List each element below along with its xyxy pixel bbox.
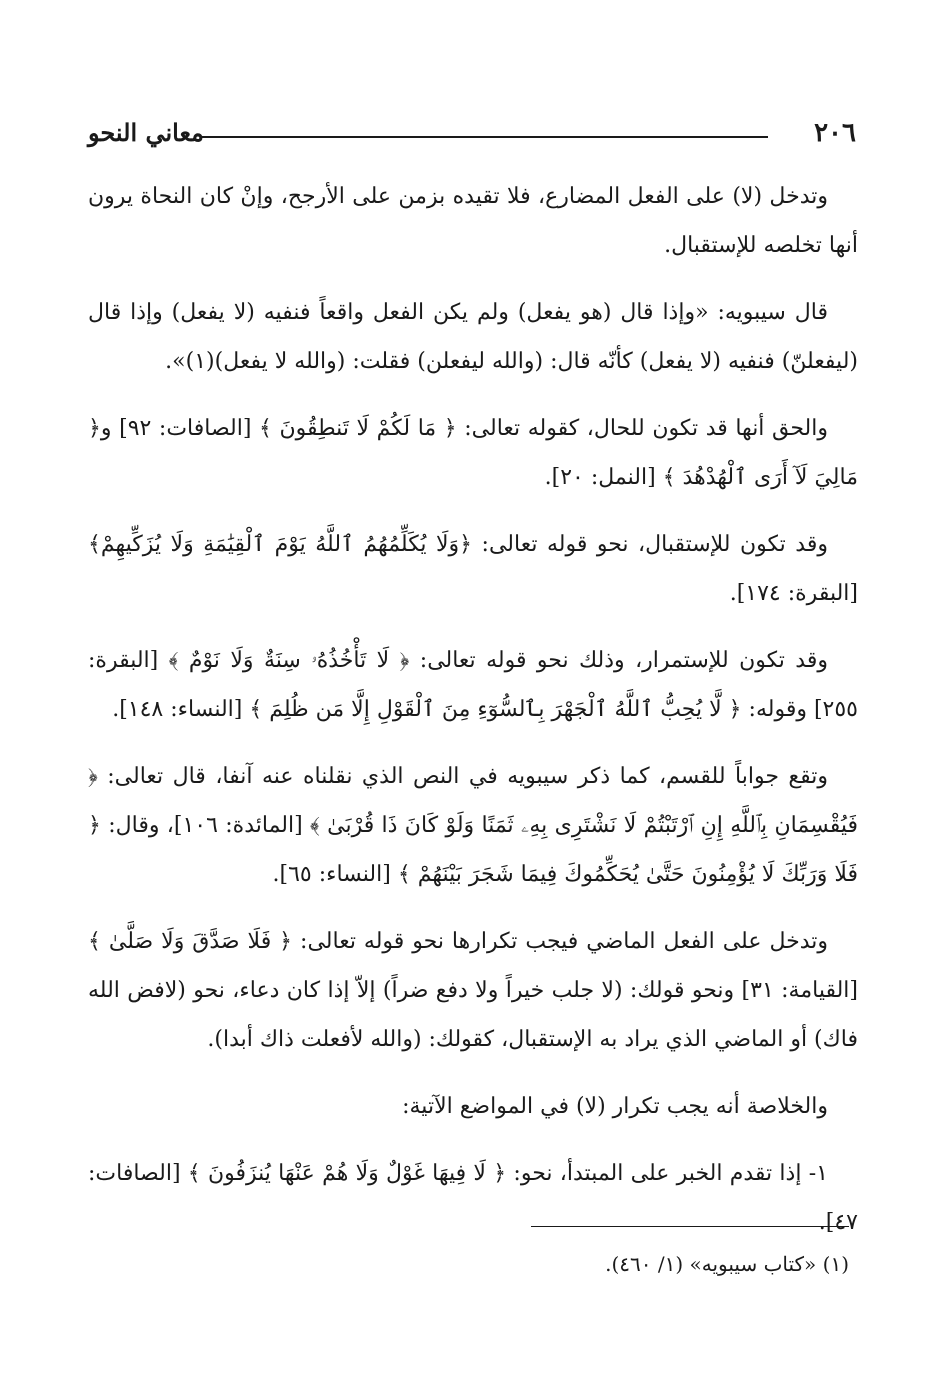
body-text bbox=[88, 172, 858, 1265]
paragraph: وقد تكون للإستمرار، وذلك نحو قوله تعالى: ﴿ لَا تَأْخُذُهُۥ سِنَةٌ وَلَا نَوْمٌ ﴾ [البقرة: ٢٥٥] وقوله: ﴿ لَّا يُحِبُّ ٱللَّهُ ٱلْجَهْرَ بِٱلسُّوٓءِ مِنَ ٱلْقَوْلِ إِلَّا مَن ظُلِمَ ﴾ [النساء: ١٤٨]. bbox=[88, 648, 858, 722]
paragraph: وتدخل (لا) على الفعل المضارع، فلا تقيده بزمن على الأرجح، وإنْ كان النحاة يرون أنها تخلصه للإستقبال. bbox=[88, 184, 858, 258]
page-header bbox=[88, 118, 856, 158]
page-number: ٢٠٦ bbox=[814, 118, 856, 148]
paragraph: والخلاصة أنه يجب تكرار (لا) في المواضع الآتية: bbox=[402, 1094, 828, 1119]
paragraph: ١- إذا تقدم الخبر على المبتدأ، نحو: ﴿ لَا فِيهَا غَوْلٌ وَلَا هُمْ عَنْهَا يُنزَفُونَ ﴾ [الصافات: ٤٧]. bbox=[88, 1161, 858, 1235]
footnote-rule bbox=[531, 1226, 849, 1227]
header-rule bbox=[200, 136, 768, 138]
paragraph: وتقع جواباً للقسم، كما ذكر سيبويه في النص الذي نقلناه عنه آنفا، قال تعالى: ﴿ فَيُقْسِمَانِ بِٱللَّهِ إِنِ ٱرْتَبْتُمْ لَا نَشْتَرِى بِهِۦ ثَمَنًا وَلَوْ كَانَ ذَا قُرْبَىٰ ﴾ [المائدة: ١٠٦]، وقال: ﴿ فَلَا وَرَبِّكَ لَا يُؤْمِنُونَ حَتَّىٰ يُحَكِّمُوكَ فِيمَا شَجَرَ بَيْنَهُمْ ﴾ [النساء: ٦٥]. bbox=[88, 764, 858, 887]
running-head: معاني النحو bbox=[88, 118, 204, 147]
paragraph: وتدخل على الفعل الماضي فيجب تكرارها نحو قوله تعالى: ﴿ فَلَا صَدَّقَ وَلَا صَلَّىٰ ﴾ [القيامة: ٣١] ونحو قولك: (لا جلب خيراً ولا دفع ضراً) إلاّ إذا كان دعاء، نحو (لافض الله فاك) أو الماضي الذي يراد به الإستقبال، كقولك: (والله لأفعلت ذاك أبدا). bbox=[88, 929, 858, 1052]
footnote: (١) «كتاب سيبويه» (١/ ٤٦٠). bbox=[605, 1252, 849, 1276]
paragraph: والحق أنها قد تكون للحال، كقوله تعالى: ﴿ مَا لَكُمْ لَا تَنطِقُونَ ﴾ [الصافات: ٩٢] و﴿ مَالِيَ لَآ أَرَى ٱلْهُدْهُدَ ﴾ [النمل: ٢٠]. bbox=[88, 416, 858, 490]
paragraph: وقد تكون للإستقبال، نحو قوله تعالى: ﴿وَلَا يُكَلِّمُهُمُ ٱللَّهُ يَوْمَ ٱلْقِيَٰمَةِ وَلَا يُزَكِّيهِمْ﴾ [البقرة: ١٧٤]. bbox=[88, 532, 858, 606]
paragraph: قال سيبويه: «وإذا قال (هو يفعل) ولم يكن الفعل واقعاً فنفيه (لا يفعل) وإذا قال (ليفعلنّ) فنفيه (لا يفعل) كأنّه قال: (والله ليفعلن) فقلت: (والله لا يفعل)(١)». bbox=[88, 300, 858, 374]
